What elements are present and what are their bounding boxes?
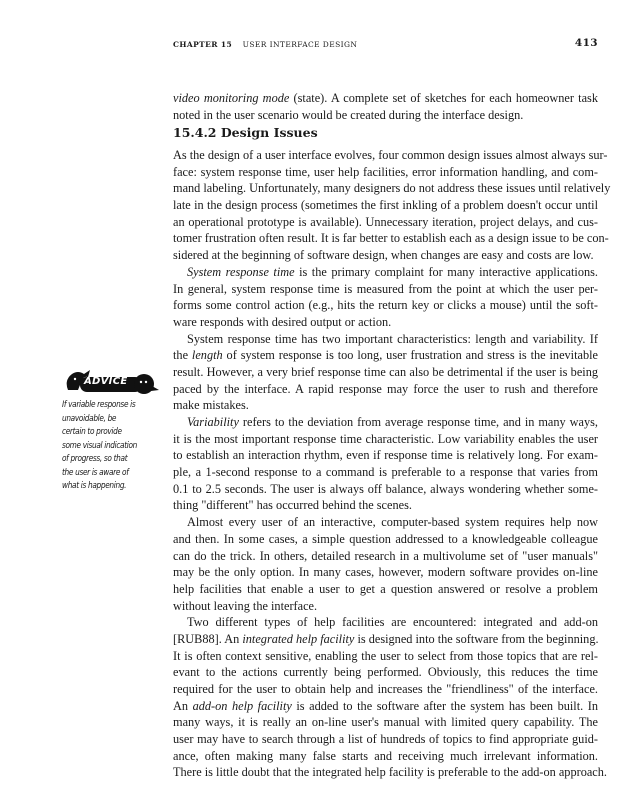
text-segment: make mistakes. [173, 398, 249, 413]
text-segment: face: system response time, user help facilities, error information handling, and com- [173, 164, 598, 179]
note-line: If variable response is [62, 400, 136, 410]
text-segment: it is the most important response time characteristic. Low variability enables the user [173, 431, 598, 446]
text-line [173, 431, 598, 448]
text-segment: noted in the user scenario would be created during the interface design. [173, 107, 524, 122]
text-line [173, 497, 598, 514]
text-segment: and then. In some cases, a simple question addressed to a knowledgeable colleague [173, 531, 598, 546]
text-segment: may be the only option. In many cases, however, modern software provides on-line [173, 565, 598, 580]
text-segment: System response time has two important characteristics: length and variability. If [187, 331, 598, 346]
text-segment: is designed into the software from the beginning. [354, 631, 599, 646]
italic-term: Variability [187, 415, 239, 429]
text-line [173, 681, 598, 698]
italic-term: integrated help facility [242, 631, 355, 646]
text-segment: paced by the interface. A rapid response may force the user to rush and therefore [173, 381, 598, 396]
text-line [173, 214, 598, 231]
text-segment: An [173, 698, 193, 713]
text-line [173, 664, 598, 681]
text-segment: In general, system response time is measured from the point at which the user per- [173, 281, 598, 296]
text-line [173, 230, 609, 247]
text-segment: Two different types of help facilities are encountered: integrated and add-on [187, 615, 598, 630]
text-segment: an operational prototype is available). Unnecessary iteration, project delays, and cus- [173, 214, 598, 229]
text-segment: ware responds with desired output or action. [173, 314, 392, 329]
page-number: 413 [574, 37, 598, 49]
section-heading: 15.4.2 Design Issues [173, 125, 318, 140]
text-line [173, 247, 598, 264]
text-segment: (state). A complete set of sketches for each homeowner task [289, 91, 598, 105]
text-line [173, 331, 598, 348]
text-line [173, 264, 598, 281]
text-segment: As the design of a user interface evolves, four common design issues almost always sur- [173, 148, 608, 162]
text-segment: many ways, it is really an on-line user's manual with limited query capability. The [173, 715, 598, 730]
text-line [173, 180, 611, 197]
italic-term: add-on help facility [192, 698, 292, 713]
text-segment: evant to the actions currently being performed. Obviously, this reduces the time [173, 665, 598, 680]
text-segment: user may have to search through a list of hundreds of topics to find appropriate guid- [173, 732, 598, 747]
italic-term: video monitoring mode [173, 91, 290, 105]
note-line: the user is aware of [62, 467, 129, 478]
text-segment: of system response is too long, user frustration and stress is the inevitable [222, 348, 598, 363]
text-line [173, 281, 598, 298]
text-line [173, 464, 598, 481]
text-line [173, 764, 607, 781]
text-segment: Almost every user of an interactive, computer-based system requires help now [187, 515, 598, 530]
text-segment: It is often context sensitive, enabling the user to select from those topics that are rel- [173, 648, 598, 663]
text-line [173, 598, 598, 615]
text-segment: without leaving the interface. [173, 598, 318, 613]
text-segment: is the primary complaint for many interactive applications. [294, 264, 598, 279]
text-line [173, 564, 598, 581]
intro-paragraph [173, 90, 598, 123]
text-line [173, 548, 598, 565]
text-line [173, 197, 598, 214]
text-line [173, 347, 598, 364]
text-segment: refers to the deviation from average response time, and in many ways, [238, 415, 598, 429]
running-header [173, 39, 598, 53]
note-line: certain to provide [62, 427, 122, 437]
text-segment: help facilities that enable a user to get a question answered or resolve a problem [173, 581, 598, 596]
chapter-title: USER INTERFACE DESIGN [242, 40, 358, 49]
text-line [173, 364, 598, 381]
text-segment: tomer frustration often result. It is far better to establish each as a design issue to be con- [173, 231, 609, 246]
italic-term: System response time [187, 264, 295, 279]
body-text [173, 147, 611, 781]
text-line [173, 731, 598, 748]
text-line [173, 164, 598, 181]
text-segment: sidered at the beginning of software design, when changes are easy and costs are low. [173, 248, 594, 263]
text-line [173, 147, 608, 164]
text-line [173, 581, 598, 598]
text-line [173, 631, 598, 648]
text-line [173, 514, 598, 531]
text-segment: ple, a 1-second response to a command is preferable to a response that varies from [173, 465, 598, 480]
text-line [173, 90, 598, 107]
note-line: of progress, so that [62, 454, 128, 464]
advice-badge [62, 368, 162, 396]
note-line: unavoidable, be [62, 413, 117, 424]
text-line [173, 531, 598, 548]
text-line [173, 447, 598, 464]
text-segment: late in the design process (sometimes the first inkling of a problem doesn't occur until [173, 198, 598, 213]
text-segment: ance, often making many false starts and receiving much irrelevant information. [173, 748, 598, 763]
margin-note [62, 399, 163, 494]
text-segment: the [173, 348, 192, 363]
text-line [173, 314, 598, 331]
text-segment: There is little doubt that the integrated help facility is preferable to the add-on approach. [173, 765, 607, 780]
text-line [173, 614, 598, 631]
note-line: some visual indication [62, 440, 138, 451]
text-segment: [RUB88]. An [173, 631, 243, 646]
chapter-label: CHAPTER 15 [173, 40, 233, 49]
text-line [173, 698, 598, 715]
text-segment: forms some control action (e.g., hits the return key or clicks a mouse) until the soft- [173, 298, 598, 313]
text-line [173, 107, 598, 124]
text-line [173, 414, 598, 431]
text-segment: can do the trick. In others, detailed research in a multivolume set of "user manuals" [173, 548, 598, 563]
text-segment: 0.1 to 2.5 seconds. The user is always off balance, always wondering whether some- [173, 481, 598, 496]
text-segment: result. However, a very brief response time can also be detrimental if the user is being [173, 364, 598, 379]
text-segment: mand labeling. Unfortunately, many designers do not address these issues until relatively [173, 181, 611, 196]
italic-term: length [191, 348, 223, 363]
text-line [173, 397, 598, 414]
text-segment: is added to the software after the system has been built. In [291, 698, 598, 713]
text-line [173, 748, 598, 765]
advice-label: ADVICE [84, 376, 128, 387]
text-line [173, 297, 598, 314]
text-segment: thing "different" has occurred behind the scenes. [173, 498, 412, 513]
text-line [173, 714, 598, 731]
text-line [173, 648, 598, 665]
text-line [173, 381, 598, 398]
text-line [173, 481, 598, 498]
text-segment: required for the user to obtain help and increases the "friendliness" of the interface. [173, 682, 598, 696]
text-segment: to establish an interaction rhythm, even if response time is relatively long. For exam- [173, 448, 598, 463]
note-line: what is happening. [62, 481, 127, 491]
